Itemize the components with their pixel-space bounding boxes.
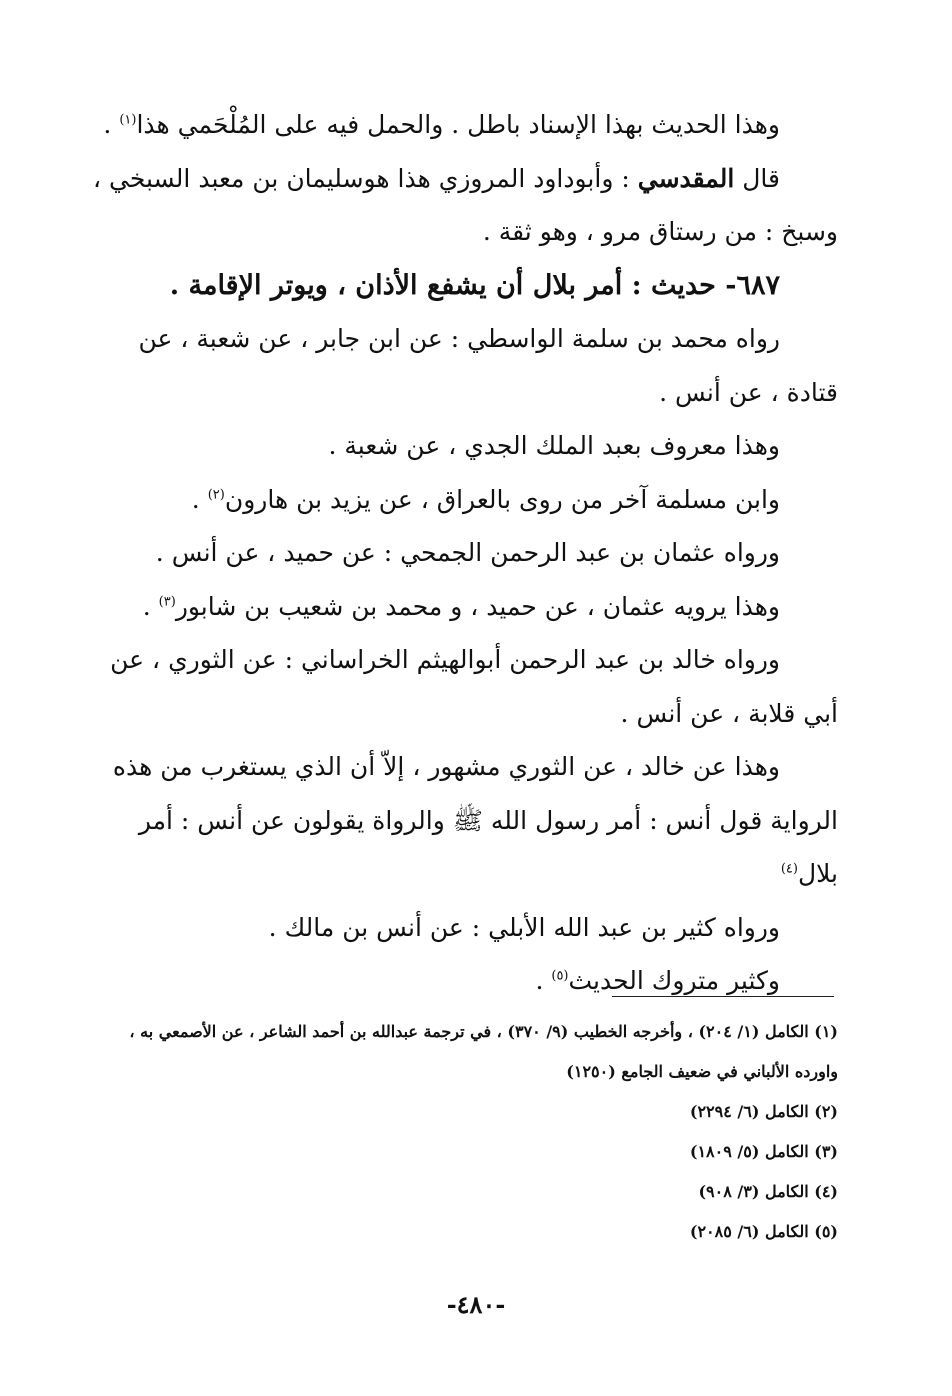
paragraph-text: وابن مسلمة آخر من روى بالعراق ، عن يزيد بن هارون <box>224 484 780 514</box>
paragraph-text-end: . <box>191 484 208 514</box>
footnote-ref-3: (٣) <box>158 594 176 610</box>
paragraph-5: وهذا معروف بعبد الملك الجدي ، عن شعبة . <box>328 431 780 460</box>
paragraph-text: وهذا يرويه عثمان ، عن حميد ، و محمد بن شعيب بن شابور <box>175 591 780 621</box>
footnote-ref-4: (٤) <box>780 861 798 877</box>
page-number: -٤٨٠- <box>446 1290 506 1319</box>
paragraph-text: قال <box>734 163 780 193</box>
paragraph-8 <box>88 580 838 634</box>
footnote-separator <box>612 996 834 997</box>
paragraph-12 <box>88 954 838 1008</box>
paragraph-4: رواه محمد بن سلمة الواسطي : عن ابن جابر ، عن شعبة ، عن قتادة ، عن أنس . <box>138 324 838 407</box>
footnotes <box>88 1012 838 1252</box>
paragraph-text: وكثير متروك الحديث <box>568 966 780 995</box>
speaker-name: المقدسي <box>637 163 735 193</box>
paragraph-7: ورواه عثمان بن عبد الرحمن الجمحي : عن حميد ، عن أنس . <box>155 538 780 567</box>
hadith-heading: ٦٨٧- حديث : أمر بلال أن يشفع الأذان ، ويوتر الإقامة . <box>169 269 780 301</box>
paragraph-text-end: . <box>142 591 159 621</box>
footnote-3: (٣) الكامل (٥/ ١٨٠٩) <box>689 1142 838 1161</box>
footnote-1: (١) الكامل (١/ ٢٠٤) ، وأخرجه الخطيب (٩/ ٣٧٠) ، في ترجمة عبدالله بن أحمد الشاعر ، عن الأصمعي به ، واورده الألباني في ضعيف الجامع (١٢٥٠) <box>129 1022 838 1081</box>
paragraph-text-end: : وأبوداود المروزي هذا هوسليمان بن معبد السبخي ، وسبخ : من رستاق مرو ، وهو ثقة . <box>92 163 838 246</box>
paragraph-11: ورواه كثير بن عبد الله الأبلي : عن أنس بن مالك . <box>268 912 780 942</box>
paragraph-10 <box>88 740 838 901</box>
main-text <box>88 98 838 1008</box>
paragraph-9: ورواه خالد بن عبد الرحمن أبوالهيثم الخراساني : عن الثوري ، عن أبي قلابة ، عن أنس . <box>110 645 838 728</box>
footnote-2: (٢) الكامل (٦/ ٢٢٩٤) <box>689 1102 838 1121</box>
paragraph-text-end: . <box>535 966 552 995</box>
footnote-4: (٤) الكامل (٣/ ٩٠٨) <box>698 1182 838 1201</box>
footnote-ref-2: (٢) <box>207 487 225 503</box>
paragraph-1 <box>88 98 838 152</box>
footnote-5: (٥) الكامل (٦/ ٢٠٨٥) <box>689 1222 838 1241</box>
footnote-ref-1: (١) <box>119 112 137 128</box>
paragraph-text: وهذا عن خالد ، عن الثوري مشهور ، إلاّ أن الذي يستغرب من هذه الرواية قول أنس : أمر رسول الله ﷺ والرواة يقولون عن أنس : أمر بلال <box>112 752 838 888</box>
paragraph-text: وهذا الحديث بهذا الإسناد باطل . والحمل فيه على المُلْحَمي هذا <box>136 110 780 139</box>
paragraph-2 <box>88 152 838 259</box>
paragraph-6 <box>88 473 838 527</box>
footnote-ref-5: (٥) <box>551 968 569 984</box>
paragraph-text-end: . <box>103 110 120 139</box>
